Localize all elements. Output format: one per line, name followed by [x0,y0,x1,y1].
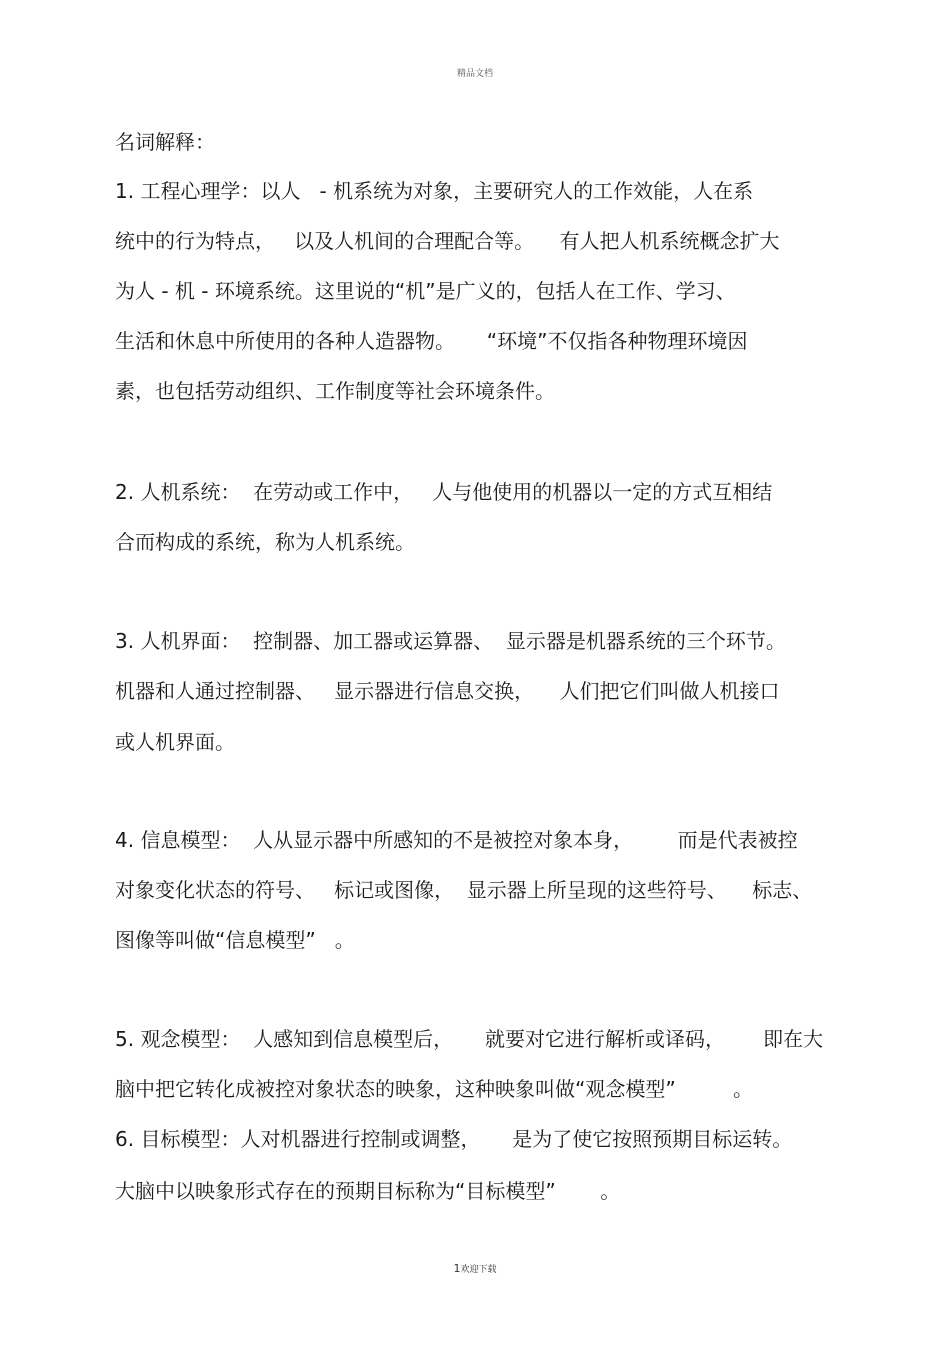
text-line: 1. 工程心理学：以人 - 机系统为对象，主要研究人的工作效能，人在系 [115,179,754,203]
text-line: 4. 信息模型： 人从显示器中所感知的不是被控对象本身， 而是代表被控 [115,828,798,852]
footer-text: 欢迎下载 [460,1265,497,1275]
text-line: 图像等叫做“信息模型” 。 [115,928,355,952]
text-line: 素，也包括劳动组织、工作制度等社会环境条件。 [115,379,555,403]
text-line: 合而构成的系统，称为人机系统。 [115,530,415,554]
text-line: 统中的行为特点， 以及人机间的合理配合等。 有人把人机系统概念扩大 [115,229,780,253]
text-line: 2. 人机系统： 在劳动或工作中， 人与他使用的机器以一定的方式互相结 [115,480,773,504]
text-line: 3. 人机界面： 控制器、加工器或运算器、 显示器是机器系统的三个环节。 [115,629,786,653]
text-line: 机器和人通过控制器、 显示器进行信息交换， 人们把它们叫做人机接口 [115,679,780,703]
text-line: 为人 - 机 - 环境系统。这里说的“机”是广义的，包括人在工作、学习、 [115,279,736,303]
page-footer [0,1262,950,1275]
section-heading: 名词解释： [115,130,215,154]
text-line: 生活和休息中所使用的各种人造器物。 “环境”不仅指各种物理环境因 [115,329,748,353]
text-line: 大脑中以映象形式存在的预期目标称为“目标模型” 。 [115,1179,621,1203]
text-line: 5. 观念模型： 人感知到信息模型后， 就要对它进行解析或译码， 即在大 [115,1027,824,1051]
text-line: 脑中把它转化成被控对象状态的映象，这种映象叫做“观念模型” 。 [115,1077,753,1101]
text-line: 或人机界面。 [115,730,235,754]
text-line: 对象变化状态的符号、 标记或图像， 显示器上所呈现的这些符号、 标志、 [115,878,813,902]
page-header: 精品文档 [456,69,493,79]
text-line: 6. 目标模型：人对机器进行控制或调整， 是为了使它按照预期目标运转。 [115,1127,793,1151]
page-number: 1 [453,1262,461,1275]
